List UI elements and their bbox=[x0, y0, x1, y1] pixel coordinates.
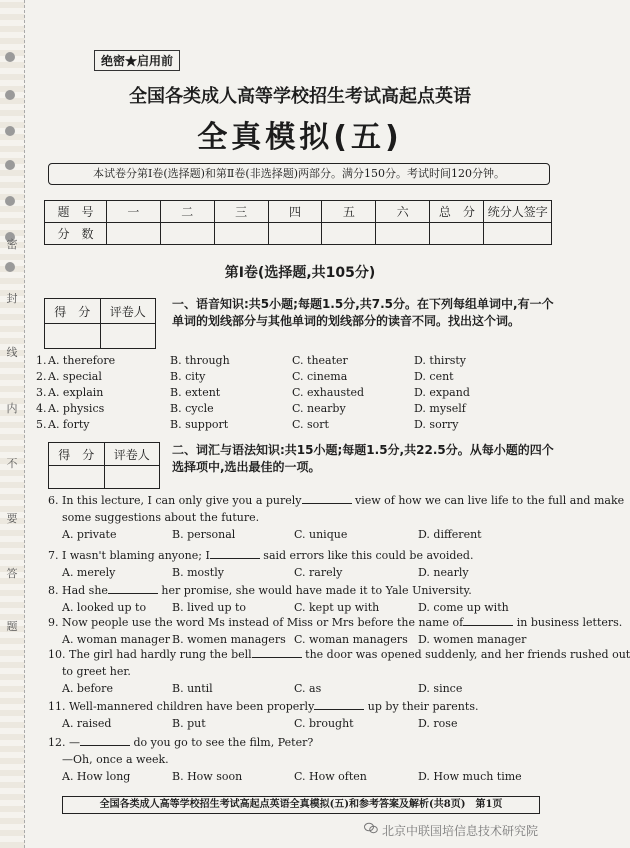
binding-warning-char: 题 bbox=[6, 620, 18, 633]
score-table-row-label: 分 数 bbox=[45, 223, 107, 245]
binding-warning-char: 线 bbox=[6, 346, 18, 359]
score-table-header-cell: 四 bbox=[268, 201, 322, 223]
score-input-cell[interactable] bbox=[484, 223, 552, 245]
answer-option[interactable]: B. support bbox=[170, 418, 229, 431]
question-text-segment: some suggestions about the future. bbox=[62, 511, 260, 524]
score-table-header-cell: 总 分 bbox=[430, 201, 484, 223]
question-text-segment: 11. Well-mannered children have been properly bbox=[48, 700, 315, 713]
grader-reviewer-label: 评卷人 bbox=[100, 299, 156, 324]
question-text-segment: 8. Had she bbox=[48, 584, 108, 597]
score-table bbox=[44, 200, 552, 245]
score-input-cell[interactable] bbox=[214, 223, 268, 245]
section-title: 第Ⅰ卷(选择题,共105分) bbox=[224, 265, 376, 281]
answer-blank[interactable] bbox=[210, 549, 260, 559]
answer-option[interactable]: A. private bbox=[62, 528, 117, 541]
answer-option[interactable]: A. looked up to bbox=[62, 601, 147, 614]
answer-option[interactable]: D. thirsty bbox=[414, 354, 466, 367]
answer-option[interactable]: B. lived up to bbox=[172, 601, 247, 614]
question-text-segment: —Oh, once a week. bbox=[62, 753, 169, 766]
grader-score-cell[interactable] bbox=[45, 324, 101, 349]
score-table-header-label: 题 号 bbox=[45, 201, 107, 223]
answer-option[interactable]: A. physics bbox=[48, 402, 105, 415]
answer-option[interactable]: D. How much time bbox=[418, 770, 522, 783]
question-text-segment: 12. — bbox=[48, 736, 80, 749]
answer-option[interactable]: A. before bbox=[62, 682, 113, 695]
answer-option[interactable]: B. through bbox=[170, 354, 230, 367]
score-table-header-cell: 五 bbox=[322, 201, 376, 223]
answer-option[interactable]: C. sort bbox=[292, 418, 329, 431]
answer-option[interactable]: D. since bbox=[418, 682, 463, 695]
answer-option[interactable]: B. personal bbox=[172, 528, 236, 541]
question-text bbox=[48, 616, 622, 630]
score-input-cell[interactable] bbox=[430, 223, 484, 245]
question-number: 1. bbox=[36, 354, 47, 367]
binding-hole bbox=[5, 196, 15, 206]
answer-option[interactable]: A. merely bbox=[62, 566, 116, 579]
question-text bbox=[62, 665, 131, 679]
answer-option[interactable]: C. unique bbox=[294, 528, 348, 541]
question-text-segment: view of how we can live life to the full and make bbox=[351, 494, 625, 507]
answer-option[interactable]: D. different bbox=[418, 528, 482, 541]
answer-option[interactable]: A. therefore bbox=[48, 354, 116, 367]
binding-warning-char: 封 bbox=[6, 292, 18, 305]
confidential-label: 绝密★启用前 bbox=[94, 50, 180, 71]
answer-option[interactable]: C. as bbox=[294, 682, 322, 695]
grader-reviewer-cell[interactable] bbox=[104, 466, 160, 489]
score-input-cell[interactable] bbox=[376, 223, 430, 245]
exam-subtitle: 全真模拟(五) bbox=[197, 120, 403, 155]
answer-option[interactable]: A. forty bbox=[48, 418, 90, 431]
question-text bbox=[48, 700, 478, 714]
answer-blank[interactable] bbox=[463, 616, 513, 626]
answer-option[interactable]: C. kept up with bbox=[294, 601, 380, 614]
answer-blank[interactable] bbox=[80, 736, 130, 746]
answer-option[interactable]: A. How long bbox=[62, 770, 131, 783]
answer-option[interactable]: C. exhausted bbox=[292, 386, 365, 399]
answer-option[interactable]: B. until bbox=[172, 682, 213, 695]
grader-box-1 bbox=[44, 298, 156, 349]
part2-instruction: 二、词汇与语法知识:共15小题;每题1.5分,共22.5分。从每小题的四个选择项中,选出最佳的一项。 bbox=[172, 443, 554, 474]
score-table-header-cell: 一 bbox=[106, 201, 160, 223]
question-number: 5. bbox=[36, 418, 47, 431]
binding-warning-char: 要 bbox=[6, 512, 18, 525]
grader-score-label: 得 分 bbox=[49, 443, 105, 466]
answer-option[interactable]: D. cent bbox=[414, 370, 454, 383]
question-text-segment: 6. In this lecture, I can only give you a purely bbox=[48, 494, 302, 507]
answer-option[interactable]: D. come up with bbox=[418, 601, 509, 614]
score-table-header-cell: 统分人签字 bbox=[484, 201, 552, 223]
question-text-segment: in business letters. bbox=[513, 616, 623, 629]
grader-reviewer-label: 评卷人 bbox=[104, 443, 160, 466]
question-text-segment: said errors like this could be avoided. bbox=[259, 549, 474, 562]
binding-hole bbox=[5, 160, 15, 170]
answer-option[interactable]: C. theater bbox=[292, 354, 348, 367]
score-table-header-cell: 三 bbox=[214, 201, 268, 223]
score-table-header-cell: 二 bbox=[160, 201, 214, 223]
score-table-header-cell: 六 bbox=[376, 201, 430, 223]
answer-option[interactable]: C. How often bbox=[294, 770, 367, 783]
answer-option[interactable]: C. cinema bbox=[292, 370, 348, 383]
page-footer: 全国各类成人高等学校招生考试高起点英语全真模拟(五)和参考答案及解析(共8页) 第1页 bbox=[62, 796, 540, 814]
question-text bbox=[62, 511, 259, 525]
binding-warning-char: 密 bbox=[6, 238, 18, 251]
answer-option[interactable]: D. sorry bbox=[414, 418, 459, 431]
answer-option[interactable]: B. extent bbox=[170, 386, 221, 399]
question-text bbox=[48, 584, 472, 598]
question-text-segment: up by their parents. bbox=[364, 700, 479, 713]
part1-instruction: 一、语音知识:共5小题;每题1.5分,共7.5分。在下列每组单词中,有一个单词的划线部分与其他单词的划线部分的读音不同。找出这个词。 bbox=[172, 297, 554, 328]
binding-warning-char: 不 bbox=[6, 457, 18, 470]
binding-warning-char: 答 bbox=[6, 567, 18, 580]
question-number: 2. bbox=[36, 370, 47, 383]
score-input-cell[interactable] bbox=[268, 223, 322, 245]
question-text-segment: 7. I wasn't blaming anyone; I bbox=[48, 549, 210, 562]
exam-title: 全国各类成人高等学校招生考试高起点英语 bbox=[129, 86, 471, 107]
answer-option[interactable]: C. rarely bbox=[294, 566, 343, 579]
question-text-segment: do you go to see the film, Peter? bbox=[130, 736, 314, 749]
question-text-segment: to greet her. bbox=[62, 665, 131, 678]
question-text bbox=[48, 494, 624, 508]
answer-option[interactable]: B. How soon bbox=[172, 770, 243, 783]
answer-option[interactable]: C. woman managers bbox=[294, 633, 408, 646]
answer-blank[interactable] bbox=[302, 494, 352, 504]
answer-blank[interactable] bbox=[108, 584, 158, 594]
answer-option[interactable]: B. put bbox=[172, 717, 206, 730]
answer-blank[interactable] bbox=[252, 648, 302, 658]
answer-option[interactable]: B. cycle bbox=[170, 402, 214, 415]
exam-notice: 本试卷分第Ⅰ卷(选择题)和第Ⅱ卷(非选择题)两部分。满分150分。考试时间120分钟。 bbox=[48, 163, 550, 185]
answer-option[interactable]: D. expand bbox=[414, 386, 470, 399]
grader-score-cell[interactable] bbox=[49, 466, 105, 489]
score-input-cell[interactable] bbox=[106, 223, 160, 245]
answer-option[interactable]: B. city bbox=[170, 370, 206, 383]
question-text-segment: 9. Now people use the word Ms instead of Miss or Mrs before the name of bbox=[48, 616, 464, 629]
answer-blank[interactable] bbox=[314, 700, 364, 710]
answer-option[interactable]: A. woman manager bbox=[62, 633, 170, 646]
grader-score-label: 得 分 bbox=[45, 299, 101, 324]
question-text bbox=[48, 736, 313, 750]
question-text bbox=[48, 648, 630, 662]
binding-hole bbox=[5, 52, 15, 62]
answer-option[interactable]: C. brought bbox=[294, 717, 354, 730]
answer-option[interactable]: B. women managers bbox=[172, 633, 286, 646]
question-text bbox=[62, 753, 169, 767]
answer-option[interactable]: C. nearby bbox=[292, 402, 346, 415]
answer-option[interactable]: A. special bbox=[48, 370, 102, 383]
answer-option[interactable]: D. myself bbox=[414, 402, 466, 415]
score-input-cell[interactable] bbox=[160, 223, 214, 245]
question-text-segment: 10. The girl had hardly rung the bell bbox=[48, 648, 252, 661]
grader-reviewer-cell[interactable] bbox=[100, 324, 156, 349]
answer-option[interactable]: D. nearly bbox=[418, 566, 469, 579]
answer-option[interactable]: B. mostly bbox=[172, 566, 224, 579]
binding-warning-char: 内 bbox=[6, 402, 18, 415]
question-number: 3. bbox=[36, 386, 47, 399]
question-number: 4. bbox=[36, 402, 47, 415]
answer-option[interactable]: D. rose bbox=[418, 717, 458, 730]
wechat-icon bbox=[364, 822, 378, 834]
question-text-segment: the door was opened suddenly, and her friends rushed out bbox=[301, 648, 630, 661]
answer-option[interactable]: A. raised bbox=[62, 717, 112, 730]
answer-option[interactable]: D. women manager bbox=[418, 633, 527, 646]
grader-box-2 bbox=[48, 442, 160, 489]
question-text bbox=[48, 549, 473, 563]
answer-option[interactable]: A. explain bbox=[48, 386, 104, 399]
watermark-text: 北京中联国培信息技术研究院 bbox=[382, 824, 539, 838]
score-input-cell[interactable] bbox=[322, 223, 376, 245]
question-text-segment: her promise, she would have made it to Yale University. bbox=[157, 584, 472, 597]
